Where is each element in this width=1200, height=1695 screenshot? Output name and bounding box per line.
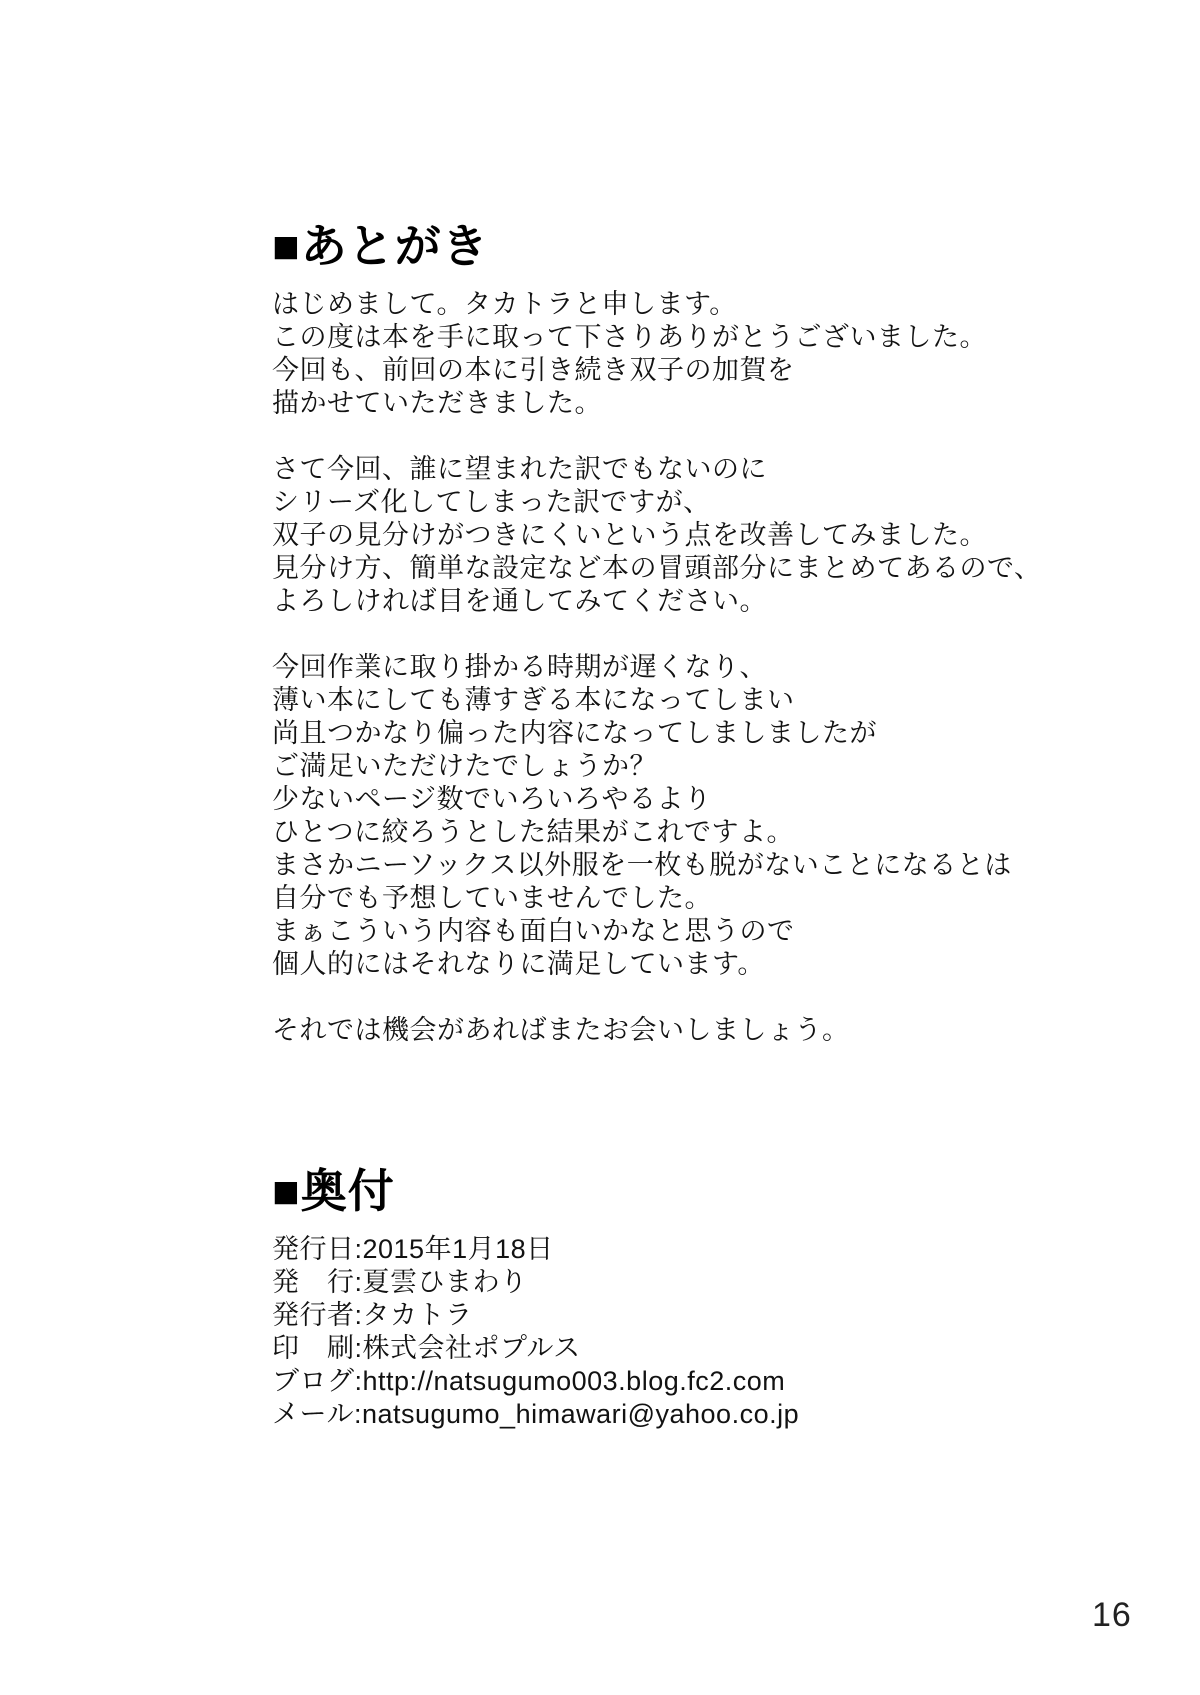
afterword-line xyxy=(272,618,1152,651)
colophon-body xyxy=(272,1233,1152,1431)
afterword-line: まぁこういう内容も面白いかなと思うので xyxy=(272,915,795,946)
afterword-line xyxy=(272,981,1152,1014)
page-content xyxy=(272,0,1152,1431)
afterword-line: 個人的にはそれなりに満足しています。 xyxy=(272,948,765,979)
afterword-line: 今回作業に取り掛かる時期が遅くなり、 xyxy=(272,651,767,682)
colophon-line: 発行者:タカトラ xyxy=(272,1299,473,1330)
afterword-line: それでは機会があればまたお会いしましょう。 xyxy=(272,1014,850,1045)
black-square-marker-icon: ■ xyxy=(272,220,301,272)
colophon-title: 奥付 xyxy=(300,1164,395,1217)
afterword-line: はじめまして。タカトラと申します。 xyxy=(272,288,737,319)
afterword-line: よろしければ目を通してみてください。 xyxy=(272,585,767,616)
colophon-line: ブログ:http://natsugumo003.blog.fc2.com xyxy=(272,1365,786,1396)
page-number: 16 xyxy=(1092,1596,1132,1634)
afterword-line: 双子の見分けがつきにくいという点を改善してみました。 xyxy=(272,519,987,550)
afterword-body xyxy=(272,288,1152,1047)
colophon-line: 発行日:2015年1月18日 xyxy=(272,1233,554,1264)
colophon-heading xyxy=(272,1165,1152,1218)
afterword-line: 今回も、前回の本に引き続き双子の加賀を xyxy=(272,354,795,385)
afterword-line: まさかニーソックス以外服を一枚も脱がないことになるとは xyxy=(272,849,1012,880)
colophon-line: 印 刷:株式会社ポプルス xyxy=(272,1332,581,1363)
afterword-line: ご満足いただけたでしょうか？ xyxy=(272,750,657,781)
afterword-line: シリーズ化してしまった訳ですが、 xyxy=(272,486,711,517)
afterword-line xyxy=(272,420,1152,453)
colophon-line: メール:natsugumo_himawari@yahoo.co.jp xyxy=(272,1398,800,1429)
afterword-line: 少ないページ数でいろいろやるより xyxy=(272,783,712,814)
afterword-line: 見分け方、簡単な設定など本の冒頭部分にまとめてあるので、 xyxy=(272,552,1042,583)
afterword-line: 描かせていただきました。 xyxy=(272,387,602,418)
afterword-line: 尚且つかなり偏った内容になってしましましたが xyxy=(272,717,877,748)
afterword-line: ひとつに絞ろうとした結果がこれですよ。 xyxy=(272,816,794,847)
afterword-line: 自分でも予想していませんでした。 xyxy=(272,882,712,913)
afterword-line: さて今回、誰に望まれた訳でもないのに xyxy=(272,453,767,484)
afterword-line: この度は本を手に取って下さりありがとうございました。 xyxy=(272,321,987,352)
colophon-line: 発 行:夏雲ひまわり xyxy=(272,1266,528,1297)
afterword-line: 薄い本にしても薄すぎる本になってしまい xyxy=(272,684,795,715)
afterword-heading xyxy=(272,220,1152,273)
black-square-marker-icon: ■ xyxy=(272,1164,301,1217)
afterword-title: あとがき xyxy=(300,220,489,272)
